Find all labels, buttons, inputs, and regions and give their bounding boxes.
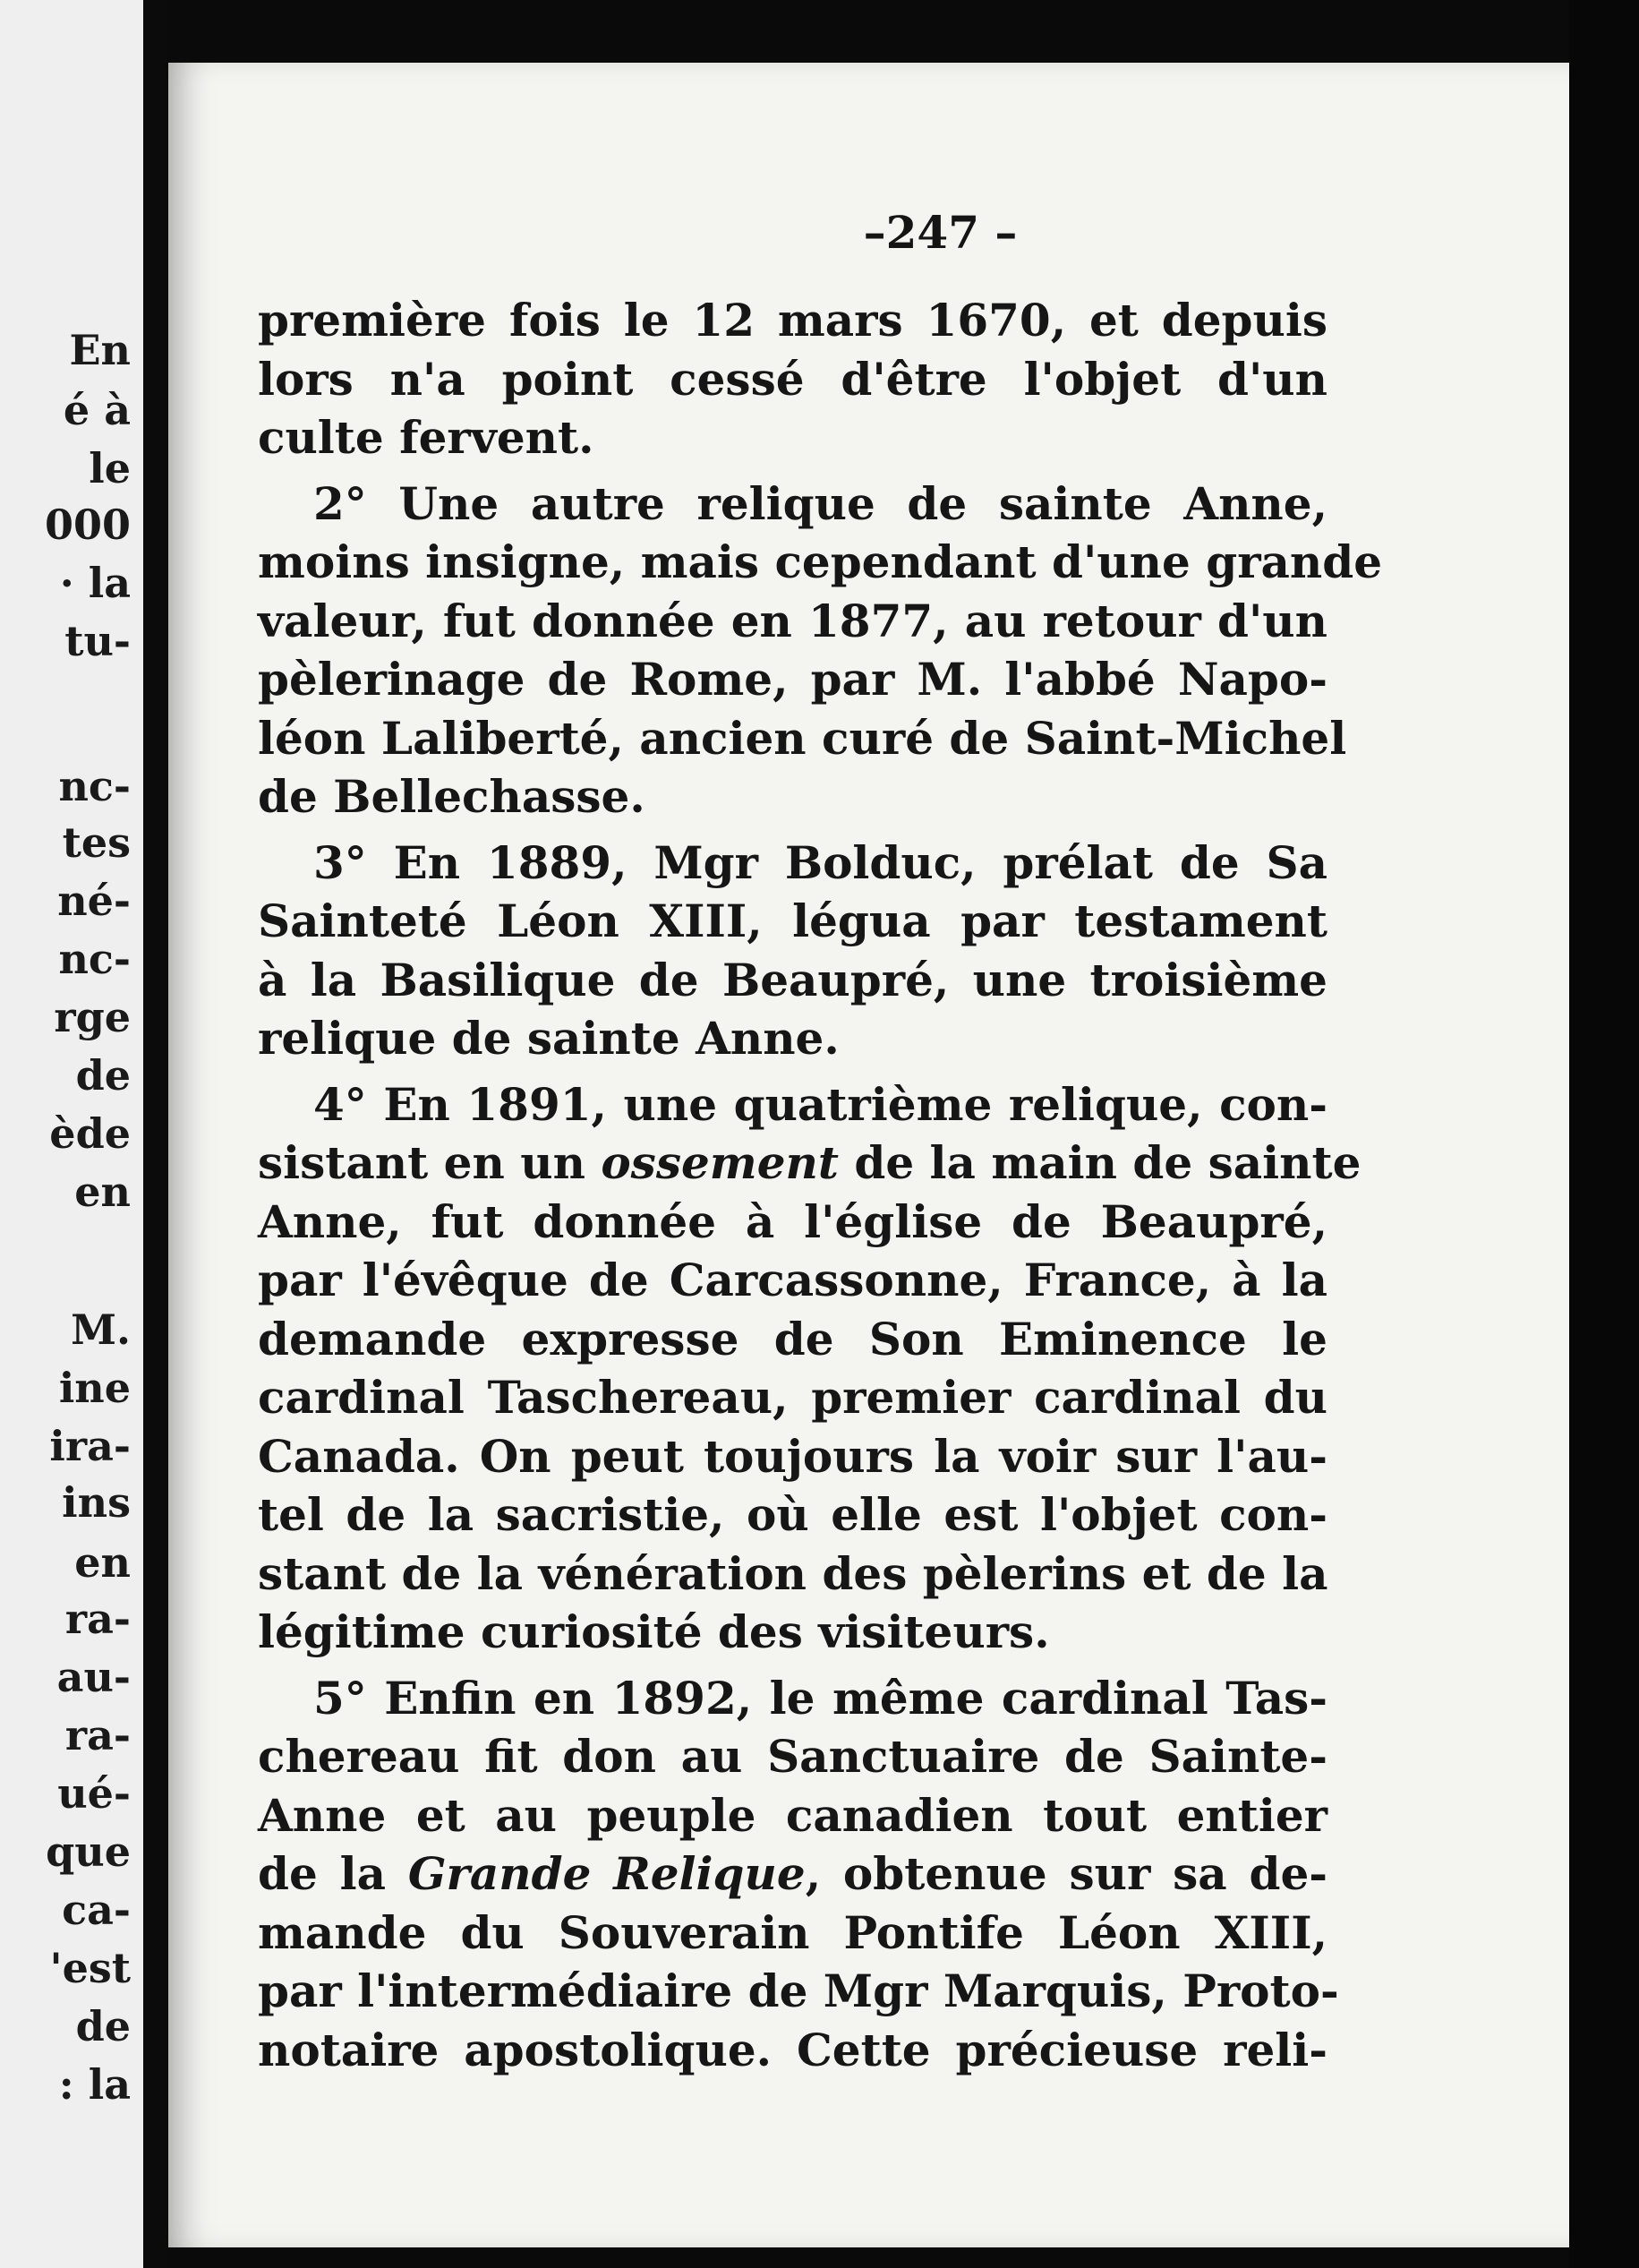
text-line: première fois le 12 mars 1670, et depuis — [258, 294, 1327, 347]
paragraph-3 — [258, 834, 1327, 1068]
text-line: légitime curiosité des visiteurs. — [258, 1605, 1050, 1658]
italic-title: Grande Relique — [407, 1847, 806, 1900]
text-line: valeur, fut donnée en 1877, au retour d'un — [258, 594, 1327, 647]
scan-border — [1569, 0, 1639, 2268]
text-line: 5° Enfin en 1892, le même cardinal Tas- — [313, 1671, 1327, 1725]
left-page-line: 000 — [44, 501, 131, 549]
left-page-line: ins — [62, 1478, 131, 1527]
left-page-line: de — [75, 1051, 131, 1100]
text-line: tel de la sacristie, où elle est l'objet con- — [258, 1488, 1327, 1541]
book-gutter — [143, 0, 168, 2268]
text-line: par l'intermédiaire de Mgr Marquis, Proto- — [258, 1964, 1339, 2017]
left-page-line: é à — [63, 386, 131, 434]
text-line — [258, 1134, 1362, 1193]
text-line: stant de la vénération des pèlerins et de la — [258, 1546, 1328, 1600]
text-line: par l'évêque de Carcassonne, France, à la — [258, 1254, 1327, 1306]
text-line: 3° En 1889, Mgr Bolduc, prélat de Sa — [313, 835, 1327, 889]
text-line: cardinal Taschereau, premier cardinal du — [258, 1371, 1327, 1424]
left-page-line: tu- — [64, 617, 131, 665]
text-line: relique de sainte Anne. — [258, 1012, 840, 1065]
left-page-line: nc- — [58, 935, 131, 983]
paragraph-4 — [258, 1075, 1362, 1662]
left-page-line: de — [75, 2002, 131, 2050]
left-page-line: rge — [54, 993, 131, 1041]
left-page-line: le — [89, 444, 131, 492]
text-line: lors n'a point cessé d'être l'objet d'un — [258, 352, 1327, 406]
left-page-line: en — [74, 1538, 131, 1587]
left-page-line: ra- — [64, 1711, 131, 1759]
left-page-line: au- — [56, 1653, 131, 1701]
main-page — [168, 63, 1569, 2247]
text-line: Canada. On peut toujours la voir sur l'au- — [258, 1429, 1327, 1483]
left-page-line: nc- — [58, 762, 131, 810]
left-page-line: · la — [59, 559, 131, 607]
text-line: Anne et au peuple canadien tout entier — [258, 1788, 1327, 1842]
text-span: de la main de sainte — [838, 1136, 1362, 1189]
left-page-line: ine — [58, 1364, 131, 1412]
paragraph-5 — [258, 1669, 1339, 2080]
text-line: léon Laliberté, ancien curé de Saint-Michel — [258, 711, 1347, 765]
italic-word: ossement — [601, 1136, 839, 1189]
text-line: Anne, fut donnée à l'église de Beaupré, — [258, 1194, 1327, 1248]
left-page-line: tes — [62, 818, 131, 867]
left-page-line: né- — [57, 877, 131, 925]
left-page-line: En — [69, 326, 131, 374]
text-line: chereau fit don au Sanctuaire de Sainte- — [258, 1730, 1327, 1783]
text-span: de la — [258, 1847, 408, 1900]
text-line: 4° En 1891, une quatrième relique, con- — [313, 1077, 1327, 1131]
left-page-line: que — [46, 1827, 131, 1876]
left-page-line: ué- — [57, 1769, 131, 1818]
text-line — [258, 1844, 1327, 1904]
text-line: mande du Souverain Pontife Léon XIII, — [258, 1905, 1327, 1959]
text-line: notaire apostolique. Cette précieuse reli- — [258, 2023, 1327, 2076]
paragraph-2 — [258, 475, 1383, 826]
text-line: Sainteté Léon XIII, légua par testament — [258, 894, 1327, 947]
text-line: pèlerinage de Rome, par M. l'abbé Napo- — [258, 653, 1327, 706]
text-line: 2° Une autre relique de sainte Anne, — [313, 476, 1327, 530]
left-page-line: 'est — [49, 1944, 131, 1992]
text-line: moins insigne, mais cependant d'une grande — [258, 535, 1383, 588]
left-page-line: ède — [49, 1109, 131, 1158]
text-span: sistant en un — [258, 1136, 602, 1189]
left-page-line: en — [74, 1168, 131, 1216]
text-line: culte fervent. — [258, 411, 594, 464]
paragraph-1 — [258, 291, 1327, 467]
page-number: –247 – — [863, 206, 1018, 259]
left-page-line: ra- — [64, 1595, 131, 1643]
text-line: demande expresse de Son Eminence le — [258, 1312, 1327, 1365]
left-page-line: M. — [71, 1305, 131, 1354]
left-page-line: ca- — [62, 1886, 131, 1934]
text-line: à la Basilique de Beaupré, une troisième — [258, 953, 1327, 1006]
text-span: , obtenue sur sa de- — [805, 1847, 1328, 1900]
body-text — [258, 291, 1383, 2079]
adjacent-page-fragment — [0, 0, 143, 2268]
left-page-line: : la — [58, 2060, 131, 2109]
text-line: de Bellechasse. — [258, 770, 645, 823]
left-page-line: ira- — [49, 1422, 131, 1470]
